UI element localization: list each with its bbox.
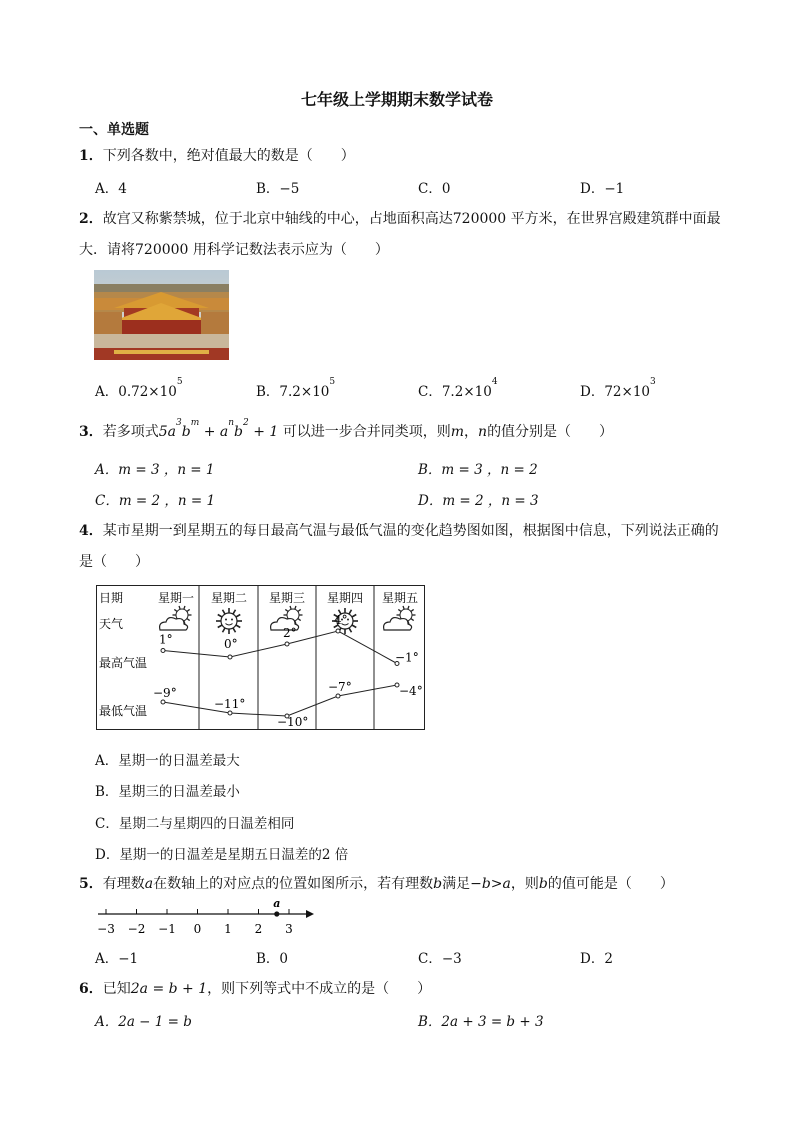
number-line [94, 898, 324, 942]
high-temp-line [163, 631, 397, 664]
question-text: 已知 [102, 981, 131, 997]
point-a [274, 911, 279, 916]
row-label-high: 最高气温 [99, 656, 148, 670]
option-label: A． [95, 384, 119, 400]
temp-point [228, 711, 232, 715]
day-header: 星期二 [210, 591, 248, 605]
question-2-line2: 大．请将720000 用科学记数法表示应为（ ） [79, 242, 389, 258]
question-3 [79, 418, 614, 441]
axis-arrow-icon [306, 910, 314, 918]
axis-tick-label: 2 [254, 922, 263, 936]
question-number: 4． [79, 523, 103, 539]
question-text: 故宫又称紫禁城，位于北京中轴线的中心，占地面积高达720000 平方米，在世界宫殿建筑群中面最 [102, 211, 721, 227]
option-exponent: 5 [176, 377, 183, 387]
axis-tick-label: −1 [158, 922, 176, 936]
page-title: 七年级上学期期末数学试卷 [300, 90, 493, 109]
q1-option-b[interactable]: B．−5 [256, 181, 300, 197]
temp-label: 2° [283, 626, 297, 640]
question-text: 某市星期一到星期五的每日最高气温与最低气温的变化趋势图如图，根据图中信息，下列说法正确的 [102, 523, 719, 539]
q6-option-b[interactable]: B．2a + 3 = b + 3 [418, 1014, 544, 1030]
question-text: 的值分别是（ ） [487, 424, 614, 440]
temp-label: 0° [224, 637, 238, 651]
temp-point [161, 700, 165, 704]
temp-label: 4° [334, 613, 348, 627]
q2-option-c[interactable] [418, 377, 498, 400]
low-temp-line [163, 685, 397, 716]
point-a-label: a [273, 898, 281, 910]
q5-option-d[interactable]: D．2 [580, 951, 613, 967]
variable-n: n [478, 424, 488, 440]
temp-label: 1° [159, 632, 173, 647]
q2-option-a[interactable] [95, 377, 183, 400]
question-text: 若多项式 [102, 424, 159, 440]
day-header: 星期三 [268, 591, 306, 605]
q2-option-d[interactable] [580, 377, 656, 400]
temp-point [336, 694, 340, 698]
temp-label: −10° [277, 715, 309, 729]
forbidden-city-photo [94, 270, 229, 360]
option-base: 7.2×10 [441, 384, 492, 400]
temp-label: −11° [214, 697, 246, 711]
q5-option-b[interactable]: B．0 [256, 951, 289, 967]
option-exponent: 4 [491, 377, 498, 387]
q1-option-a[interactable]: A．4 [95, 181, 127, 197]
q4-option-b[interactable]: B．星期三的日温差最小 [95, 784, 240, 800]
variable-a: a [502, 876, 511, 892]
question-text: 下列各数中，绝对值最大的数是（ ） [102, 148, 355, 164]
question-text: 满足− [442, 876, 482, 892]
axis-tick-label: 0 [193, 922, 202, 936]
question-text: ，则 [510, 876, 539, 892]
axis-tick-label: −3 [97, 922, 115, 936]
axis-tick-label: −2 [127, 922, 146, 936]
option-label: B． [256, 384, 280, 400]
row-label-date: 日期 [99, 591, 124, 605]
variable-b: b [481, 876, 491, 892]
option-label: D． [580, 384, 605, 400]
question-4-line2: 是（ ） [79, 554, 149, 570]
variable-m: m [450, 424, 465, 440]
question-4 [79, 520, 719, 540]
question-number: 2． [79, 211, 103, 227]
question-number: 1． [79, 148, 103, 164]
question-5 [79, 873, 674, 893]
q4-option-d[interactable]: D．星期一的日温差是星期五日温差的2 倍 [95, 847, 349, 863]
question-number: 6． [79, 981, 103, 997]
section-heading: 一、单选题 [79, 122, 149, 138]
day-header: 星期一 [157, 591, 195, 605]
polynomial-expression: $5a^3b^m + a^nb^2 + 1$ [158, 418, 279, 440]
temp-point [228, 655, 232, 659]
option-base: 7.2×10 [279, 384, 330, 400]
temp-point [336, 629, 340, 633]
question-2 [79, 208, 721, 228]
option-label: C． [418, 384, 442, 400]
option-exponent: 3 [650, 377, 656, 387]
separator: ， [464, 424, 479, 440]
partly-cloudy-icon [160, 606, 192, 630]
variable-a: a [144, 876, 154, 892]
q6-option-a[interactable]: A．2a − 1 = b [95, 1014, 192, 1030]
temp-label: −4° [399, 684, 423, 698]
question-text: 有理数 [102, 876, 145, 892]
temp-label: −7° [328, 680, 352, 694]
q1-option-d[interactable]: D．−1 [580, 181, 625, 197]
q1-option-c[interactable]: C．0 [418, 181, 451, 197]
option-base: 0.72×10 [118, 384, 177, 400]
question-1 [79, 145, 355, 165]
q3-option-d[interactable]: D．m = 2 ，n = 3 [418, 493, 539, 509]
weather-chart [96, 585, 426, 735]
q4-option-a[interactable]: A．星期一的日温差最大 [95, 753, 240, 769]
day-header: 星期四 [326, 591, 364, 605]
option-exponent: 5 [329, 377, 336, 387]
option-base: 72×10 [604, 384, 650, 400]
question-text: ，则下列等式中不成立的是（ ） [207, 981, 432, 997]
variable-b: b [433, 876, 443, 892]
q5-option-c[interactable]: C．−3 [418, 951, 462, 967]
row-label-weather: 天气 [99, 617, 124, 631]
q3-option-a[interactable]: A．m = 3 ，n = 1 [95, 462, 215, 478]
question-number: 5． [79, 876, 103, 892]
question-6 [79, 978, 431, 998]
q4-option-c[interactable]: C．星期二与星期四的日温差相同 [95, 816, 295, 832]
question-text: > [490, 876, 503, 892]
equation: 2a = b + 1 [130, 981, 208, 997]
axis-tick-label: 3 [285, 922, 293, 936]
question-text: 可以进一步合并同类项，则 [282, 424, 451, 440]
temp-label: −1° [395, 650, 419, 665]
q2-option-b[interactable] [256, 377, 336, 400]
variable-b: b [538, 876, 548, 892]
temp-point [161, 649, 165, 653]
q3-option-c[interactable]: C．m = 2 ，n = 1 [95, 493, 216, 509]
question-text: 在数轴上的对应点的位置如图所示，若有理数 [153, 876, 434, 892]
row-label-low: 最低气温 [99, 704, 148, 718]
temp-point [285, 642, 289, 646]
partly-cloudy-icon [384, 606, 416, 630]
q3-option-b[interactable]: B．m = 3 ，n = 2 [418, 462, 538, 478]
question-text: 的值可能是（ ） [547, 876, 674, 892]
axis-tick-label: 1 [224, 922, 232, 936]
temp-label: −9° [153, 686, 177, 700]
q5-option-a[interactable]: A．−1 [95, 951, 139, 967]
sun-icon [216, 608, 242, 634]
day-header: 星期五 [381, 591, 419, 605]
question-number: 3． [79, 424, 103, 440]
